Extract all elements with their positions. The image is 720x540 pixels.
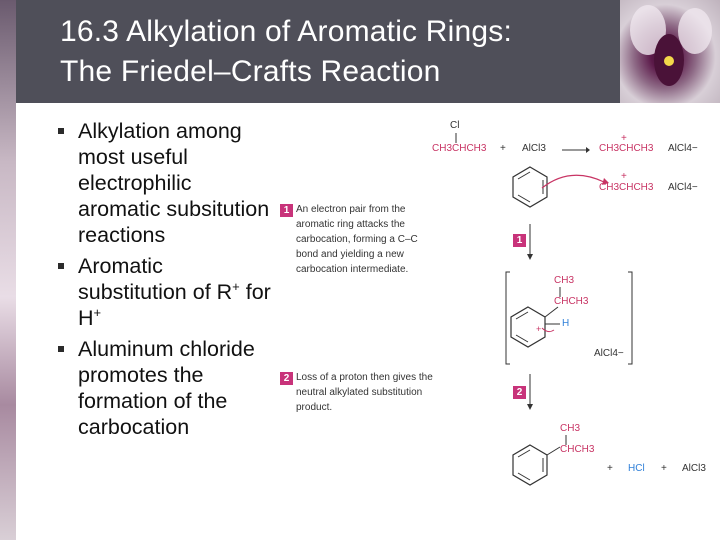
bullet-text-b: for H [78,280,271,330]
down-arrow [526,224,534,260]
superscript-plus: + [232,278,240,294]
aluminum-chloride: AlCl3 [522,143,546,154]
bullet-list [56,118,276,445]
bullet-marker [58,263,64,269]
bullet-text: Aluminum chloride promotes the formation of the carbocation [78,337,255,439]
tetrachloroaluminate: AlCl4− [668,143,698,154]
reaction-mechanism-scheme [278,112,718,492]
step-2-description: Loss of a proton then gives the neutral alkylated substitution product. [296,372,433,413]
aluminum-chloride: AlCl3 [682,463,706,474]
bullet-item-aluminum-chloride [56,336,276,440]
bullet-marker [58,346,64,352]
step-2-badge: 2 [280,372,293,385]
plus-sign: + [607,463,613,474]
step-2-marker: 2 [513,386,526,399]
tetrachloroaluminate: AlCl4− [594,348,624,359]
title-line-1: 16.3 Alkylation of Aromatic Rings: [60,15,513,48]
decorative-left-strip [0,0,16,540]
title-line-2: The Friedel–Crafts Reaction [60,55,441,88]
charge-plus: + [621,171,627,182]
tetrachloroaluminate: AlCl4− [668,182,698,193]
isopropyl-chloride: CH3CHCH3 [432,143,487,154]
svg-text:+: + [536,324,542,334]
carbocation: CH3CHCH3 [599,182,654,193]
carbocation: CH3CHCH3 [599,143,654,154]
bullet-marker [58,128,64,134]
arenium-ion-icon [506,304,570,352]
slide-title [60,12,620,92]
bullet-text: Alkylation among most useful electrophilic aromatic subsitution reactions [78,119,270,247]
down-arrow [526,374,534,410]
step-1-marker: 1 [513,234,526,247]
superscript-plus: + [93,304,102,320]
bullet-item-alkylation [56,118,276,248]
reaction-arrow [562,146,590,154]
methyl-label: CH3 [560,423,581,434]
hydrogen-chloride: HCl [628,463,645,474]
chlorine-label: Cl [450,120,460,131]
plus-sign: + [661,463,667,474]
methyl-label: CH3 [554,275,575,286]
chch3-label: CHCH3 [554,296,589,307]
step-1-badge: 1 [280,204,293,217]
step-1-description: An electron pair from the aromatic ring attacks the carbocation, forming a C–C bond and yielding a new carbocation intermediate. [296,204,418,275]
hydrogen-label: H [562,318,570,329]
chch3-label: CHCH3 [560,444,595,455]
charge-plus: + [621,133,627,144]
bullet-text-a: Aromatic substitution of R [78,254,233,304]
bullet-item-substitution [56,253,276,331]
cumene-ring-icon [508,442,568,490]
bond-line [454,133,458,143]
orchid-image [620,0,720,103]
plus-sign: + [500,143,506,154]
